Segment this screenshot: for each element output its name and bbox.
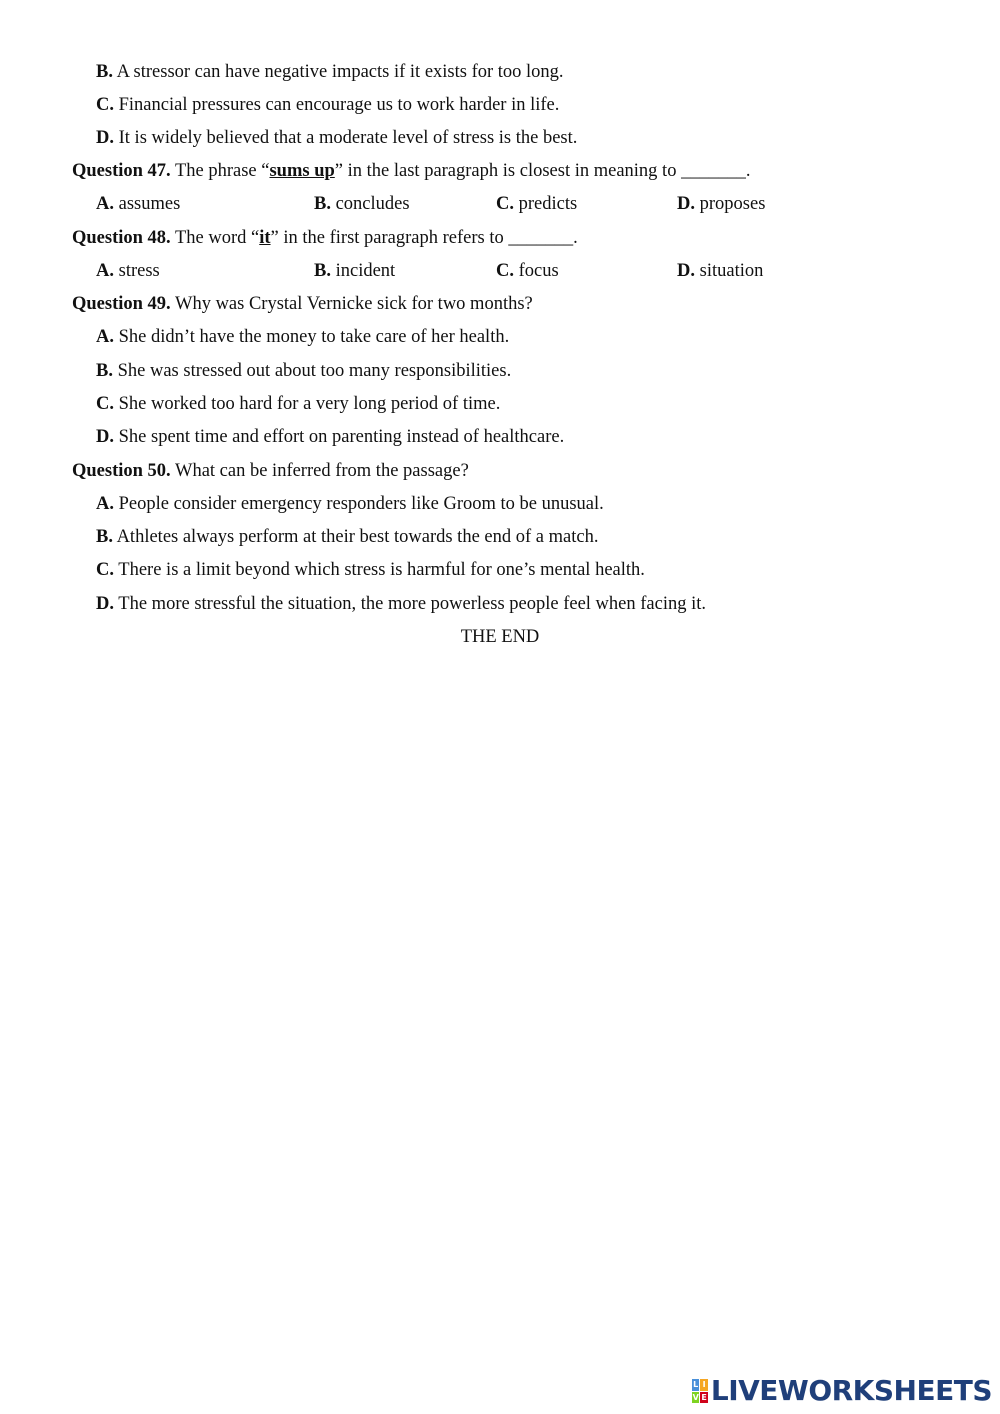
q48-option-b[interactable]: B. incident: [314, 261, 396, 281]
q47-option-b[interactable]: B. concludes: [314, 194, 410, 214]
q46-option-b: B. A stressor can have negative impacts if it exists for too long.: [96, 62, 564, 82]
q50-stem: Question 50. What can be inferred from the passage?: [72, 461, 469, 481]
q47-options: [0, 192, 1000, 216]
q50-option-d[interactable]: D. The more stressful the situation, the more powerless people feel when facing it.: [96, 594, 706, 614]
q49-option-b[interactable]: B. She was stressed out about too many responsibilities.: [96, 361, 512, 381]
q49-option-c[interactable]: C. She worked too hard for a very long period of time.: [96, 394, 501, 414]
q48-options: [0, 259, 1000, 283]
q48-stem: Question 48. The word “it” in the first paragraph refers to _______.: [72, 228, 578, 248]
q48-term: it: [259, 228, 271, 248]
q50-option-a[interactable]: A. People consider emergency responders like Groom to be unusual.: [96, 494, 604, 514]
q49-stem: Question 49. Why was Crystal Vernicke sick for two months?: [72, 294, 533, 314]
live-blocks-icon: L I V E: [692, 1380, 707, 1402]
q48-option-a[interactable]: A. stress: [96, 261, 160, 281]
q47-option-a[interactable]: A. assumes: [96, 194, 181, 214]
q48-option-c[interactable]: C. focus: [496, 261, 559, 281]
q47-option-c[interactable]: C. predicts: [496, 194, 578, 214]
q46-option-c: C. Financial pressures can encourage us to work harder in life.: [96, 95, 560, 115]
q48-option-d[interactable]: D. situation: [677, 261, 764, 281]
q50-option-c[interactable]: C. There is a limit beyond which stress is harmful for one’s mental health.: [96, 560, 645, 580]
q47-stem: Question 47. The phrase “sums up” in the last paragraph is closest in meaning to _______.: [72, 161, 751, 181]
end-marker: THE END: [460, 627, 540, 647]
q47-term: sums up: [269, 161, 335, 181]
q46-option-d: D. It is widely believed that a moderate level of stress is the best.: [96, 128, 578, 148]
q49-option-a[interactable]: A. She didn’t have the money to take care of her health.: [96, 327, 510, 347]
liveworksheets-logo[interactable]: [692, 1374, 992, 1408]
q50-option-b[interactable]: B. Athletes always perform at their best towards the end of a match.: [96, 527, 599, 547]
brand-name: LIVEWORKSHEETS: [710, 1374, 992, 1407]
q47-option-d[interactable]: D. proposes: [677, 194, 766, 214]
q49-option-d[interactable]: D. She spent time and effort on parenting instead of healthcare.: [96, 427, 565, 447]
